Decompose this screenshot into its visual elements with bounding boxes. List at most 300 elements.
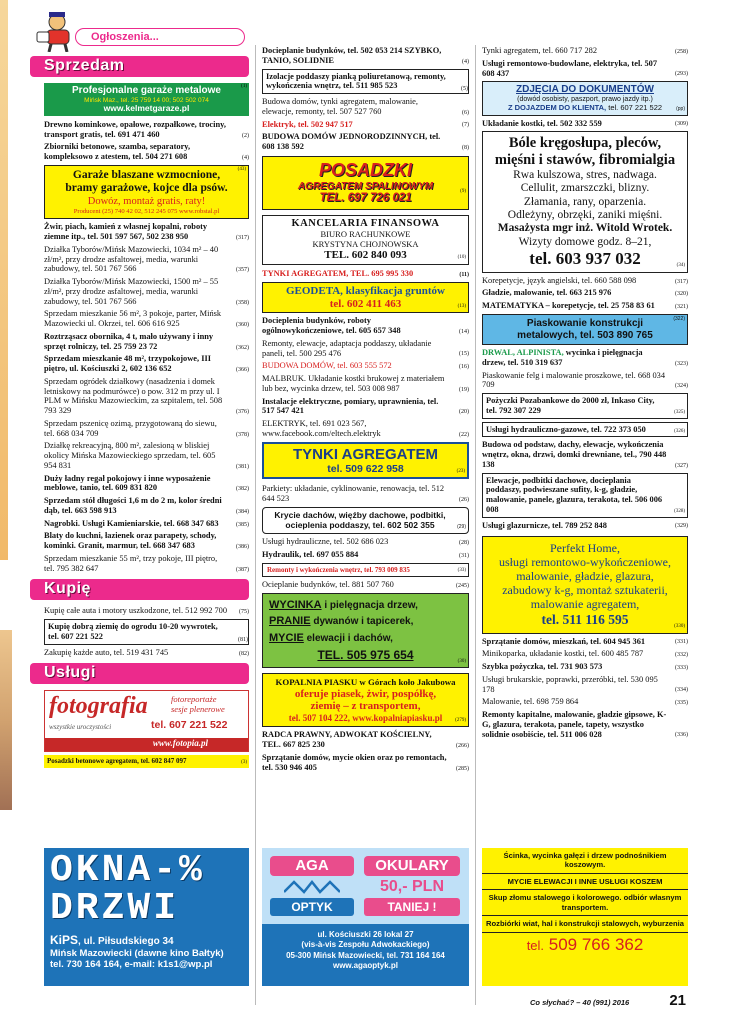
ad-text: Hydraulik, tel. 697 055 884	[262, 550, 359, 560]
ad-text: Blaty do kuchni, łazienek oraz parapety, schody, kominki. Granit, marmur, tel. 668 347 683	[44, 531, 217, 551]
ad-title: Bóle kręgosłupa, pleców,	[508, 135, 662, 152]
ad-number: (309)	[675, 121, 688, 128]
ad-kancelaria	[262, 215, 469, 266]
ad-url[interactable]: www.agaoptyk.pl	[332, 961, 399, 971]
ad-text: Parkiety: układanie, cyklinowanie, renowacja, tel. 512 644 523	[262, 484, 445, 503]
ad-text: Sprzedam ogródek działkowy (nasadzenia i domek letniskowy na podmurówce) o pow. 312 m przy ul. I PLM w Mińsku Mazowieckim, za szpitalem, tel. 508 793 329	[44, 376, 223, 416]
classified-ad	[262, 753, 469, 773]
ad-phone-prefix: tel.	[526, 937, 545, 953]
ad-text: Budowa od podstaw, dachy, elewacje, wykończenia wnętrz, okna, drzwi, domki drewniane, tel., 790 448 138	[482, 440, 667, 469]
classified-ad	[482, 46, 688, 56]
ad-number: (331)	[675, 639, 688, 646]
ad-title: KOPALNIA PIASKU w Górach koło Jakubowa	[275, 677, 456, 688]
ad-piaskowanie	[482, 314, 688, 345]
ads-list-a	[262, 46, 469, 152]
classified-ad	[262, 361, 469, 371]
column-2	[262, 46, 469, 775]
ad-text: Usługi brukarskie, poprawki, przeróbki, tel. 530 095 178	[482, 674, 658, 694]
classified-ad	[262, 46, 469, 66]
ad-text: Usługi glazurnicze, tel. 789 252 848	[482, 520, 607, 530]
ad-text: Docieplanie budynków, tel. 502 053 214 SZYBKO, TANIO, SOLIDNIE	[262, 46, 442, 65]
classified-ad	[44, 309, 249, 329]
ad-line: BIURO RACHUNKOWE	[320, 228, 411, 239]
ad-text: BUDOWA DOMÓW JEDNORODZINNYCH, tel. 608 138 592	[262, 132, 441, 151]
ad-text: Nagrobki. Usługi Kamieniarskie, tel. 668 347 683	[44, 518, 219, 528]
ad-glazurnicze	[482, 521, 688, 531]
ads-list-c	[262, 537, 469, 560]
ad-number: (33)	[457, 568, 466, 574]
ad-number: (245)	[456, 582, 469, 589]
ad-number: (360)	[236, 322, 249, 328]
ad-number: (322)	[673, 315, 685, 322]
ad-line: Garaże blaszane wzmocnione,	[72, 168, 221, 181]
classified-ad	[44, 648, 249, 658]
footer	[490, 990, 690, 1016]
classified-ad	[44, 245, 249, 274]
ad-tynki-agregatem	[262, 269, 469, 279]
ad-number: (31)	[459, 553, 469, 560]
ads-list-d	[482, 637, 688, 740]
section-title: Kupię	[44, 580, 91, 598]
ad-text: Docieplenia budynków, roboty ogólnowykończeniowe, tel. 605 657 348	[262, 316, 401, 336]
ads-list-b	[44, 222, 249, 573]
ad-wycinka-pranie	[262, 593, 469, 669]
ad-text: Sprzedam mieszkanie 55 m², trzy pokoje, III piętro, tel. 795 382 647	[44, 553, 218, 573]
ad-title: fotografia	[49, 693, 148, 720]
ad-phone: tel. 607 221 522	[151, 719, 228, 732]
ad-line: oferuje piasek, żwir, pospółkę,	[294, 687, 437, 700]
ad-line: fotoreportaże	[171, 694, 217, 705]
classified-ad	[262, 69, 469, 95]
service-item: Ścinka, wycinka gałęzi i drzew podnośnikiem koszowym.	[482, 848, 688, 874]
ad-number: (34)	[676, 262, 685, 268]
ad-keyword: PRANIE	[269, 615, 311, 628]
ad-number: (pp)	[676, 105, 685, 112]
ad-number: (332)	[675, 652, 688, 659]
ad-number: (6)	[462, 109, 469, 116]
ad-text: Działka Tyborów/Mińsk Mazowiecki, 1500 m² – 55 zł/m², przy drodze asfaltowej, media, warunki zabudowy, tel. 501 767 566	[44, 277, 219, 306]
ad-text: Malowanie, tel. 698 759 864	[482, 697, 579, 707]
classified-ad	[44, 531, 249, 551]
ad-text: Minikoparka, układanie kostki, tel. 600 485 787	[482, 649, 644, 659]
ad-phone-number: 509 766 362	[548, 934, 644, 954]
ad-number: (279)	[455, 717, 466, 723]
ad-phone: tel. 602 411 463	[329, 297, 402, 310]
ad-number: (266)	[456, 743, 469, 750]
classified-ad	[44, 474, 249, 494]
ad-line: tel. 507 104 222, www.kopalniapiasku.pl	[288, 713, 443, 724]
classified-ad	[482, 662, 688, 672]
ad-number: (3)	[241, 759, 247, 765]
ad-number: (357)	[236, 267, 249, 274]
ad-text: Tynki agregatem, tel. 660 717 282	[482, 46, 598, 55]
ad-phone	[269, 646, 462, 664]
ad-text: Pożyczki Pozabankowe do 2000 zł, Inkaso City, tel. 792 307 229	[486, 396, 655, 415]
ad-title: ZDJĘCIA DO DOKUMENTÓW	[516, 84, 654, 96]
ad-number: (362)	[236, 344, 249, 351]
ad-text: Izolacje poddaszy pianką poliuretanową, remonty, wykończenia wnętrz, tel. 511 985 523	[266, 71, 446, 91]
ad-text: Sprzedam mieszkanie 56 m², 3 pokoje, parter, Mińsk Mazowiecki ul. Okrzei, tel. 606 616 925	[44, 309, 222, 329]
ad-line: Odleżyny, obrzęki, zaniki mięśni.	[507, 209, 663, 221]
ad-number: (2)	[242, 132, 249, 139]
ad-number: (19)	[459, 386, 469, 393]
ad-logo-drzwi: DRZWI	[50, 887, 180, 930]
classified-ad	[44, 277, 249, 306]
ad-text: Duży ładny regał pokojowy i inne wyposażenie meblowe, tanio, tel. 609 831 820	[44, 473, 211, 493]
ad-text: Korepetycje, język angielski, tel. 660 588 098	[482, 275, 637, 285]
ad-text: dywanów i tapicerek,	[310, 616, 414, 628]
ad-number: (382)	[236, 486, 249, 493]
ad-number: (385)	[236, 521, 249, 528]
ad-line: Cellulit, zmarszczki, blizny.	[520, 182, 650, 195]
column-3	[482, 46, 688, 742]
service-item: MYCIE ELEWACJI I INNE USŁUGI KOSZEM	[482, 874, 688, 890]
ad-number: (43)	[237, 166, 246, 172]
ad-ocieplanie	[262, 580, 469, 590]
ad-number: (13)	[457, 303, 466, 309]
ad-remonty-wnetrz	[262, 563, 469, 577]
ad-number: (82)	[239, 650, 249, 657]
classified-ad	[482, 371, 688, 391]
ad-line: malowanie agregatem,	[530, 597, 640, 612]
header	[35, 12, 245, 52]
classified-ad	[44, 377, 249, 416]
column-divider-2	[475, 45, 476, 1005]
page-edge-top	[0, 0, 8, 560]
classified-ad	[44, 142, 249, 162]
classified-ad	[44, 222, 249, 242]
ad-text: BUDOWA DOMÓW, tel. 603 555 572	[262, 361, 392, 371]
ad-phone-text: TEL. 505 975 654	[317, 648, 414, 663]
ads-list-a	[44, 120, 249, 162]
ads-list-b	[262, 316, 469, 438]
ad-number: (366)	[236, 367, 249, 373]
ad-text: Ocieplanie budynków, tel. 881 507 760	[262, 580, 394, 590]
classified-ad	[482, 675, 688, 695]
ads-list-d	[262, 730, 469, 772]
classified-ad	[262, 316, 469, 336]
ad-text: MATEMATYKA – korepetycje, tel. 25 758 83 61	[482, 301, 655, 311]
ad-price: 50,- PLN	[379, 878, 444, 895]
ads-list-b	[482, 276, 688, 311]
ad-text: Usługi remontowo-budowlane, elektryka, tel. 507 608 437	[482, 58, 658, 78]
ad-text: Piaskowanie felg i malowanie proszkowe, tel. 668 034 709	[482, 370, 666, 390]
ad-line: tel. 730 164 164, e-mail: k1s1@wp.pl	[50, 958, 213, 970]
ad-items	[482, 848, 688, 933]
ad-kopalnia-piasku	[262, 673, 469, 727]
ad-number: (29)	[457, 523, 466, 530]
ad-text: Działkę rekreacyjną, 800 m², zalesioną w bliskiej okolicy Mińska Mazowieckiego sprzedam, tel. 605 954 831	[44, 441, 216, 470]
classified-ad	[262, 550, 469, 560]
ad-text: Kupię całe auta i motory uszkodzone, tel. 512 992 700	[44, 606, 228, 616]
ad-number: (325)	[674, 409, 685, 415]
ad-text: Kupię dobrą ziemię do ogrodu 10-20 wywrotek, tel. 607 221 522	[48, 622, 218, 641]
ad-text: Instalacje elektryczne, pomiary, uprawnienia, tel. 517 547 421	[262, 396, 439, 416]
ad-number: (75)	[239, 609, 249, 616]
ad-number: (323)	[675, 360, 688, 367]
ad-line: TANIEJ !	[364, 898, 460, 916]
ad-phone	[482, 935, 688, 955]
ad-number: (258)	[675, 48, 688, 55]
ad-text: Remonty, elewacje, adaptacja poddaszy, układanie paneli, tel. 500 295 476	[262, 338, 432, 358]
ad-logo-okna: OKNA-%	[50, 849, 205, 892]
ad-ukladanie-kostki	[482, 119, 688, 129]
ad-number: (30)	[457, 658, 466, 664]
ad-text: Posadzki betonowe agregatem, tel. 602 847 097	[47, 757, 187, 766]
ad-text: Krycie dachów, więźby dachowe, podbitki, ocieplenia poddaszy, tel. 602 502 355	[274, 509, 446, 530]
ad-text: ELEKTRYK, tel. 691 023 567, www.facebook.com/eltech.elektryk	[262, 419, 381, 438]
ad-text: Sprzedam pszenicę ozimą, przygotowaną do siewu, tel. 668 034 709	[44, 418, 217, 438]
ad-scinka-box	[482, 848, 688, 986]
ad-drwal	[482, 348, 688, 368]
ad-krycie-dachow	[262, 507, 469, 535]
ad-text: Drewno kominkowe, opałowe, rozpałkowe, trociny, transport gratis, tel. 691 471 460	[44, 119, 226, 139]
boxed-ad	[482, 393, 688, 419]
ad-phone: TEL. 602 840 093	[324, 249, 407, 262]
ad-posadzki-betonowe	[44, 755, 249, 767]
ad-tynki-agregatem-box	[262, 442, 469, 480]
section-header-services	[30, 663, 249, 684]
column-divider-1	[255, 45, 256, 1005]
ad-title: Perfekt Home,	[550, 541, 620, 556]
ad-phone: tel. 603 937 032	[529, 248, 641, 268]
ad-number: (10)	[457, 255, 466, 261]
ad-number: (320)	[675, 291, 688, 298]
ad-text: Elektryk, tel. 502 947 517	[262, 119, 353, 129]
section-title: Usługi	[44, 664, 96, 682]
ad-line: OPTYK	[270, 898, 354, 916]
ad-text: Działka Tyborów/Mińsk Mazowiecki, 1034 m² – 40 zł/m², przy drodze asfaltowej, media, warunki zabudowy, tel. 501 767 566	[44, 244, 219, 274]
ad-aga-optyk	[262, 848, 469, 986]
ad-title: Piaskowanie konstrukcji	[526, 317, 644, 329]
ad-url[interactable]: www.robstal.pl	[179, 207, 220, 215]
ad-text: Usługi hydrauliczne, tel. 502 686 023	[262, 537, 389, 547]
classified-ad	[482, 276, 688, 286]
ad-number: (358)	[236, 299, 249, 306]
ad-number: (28)	[459, 540, 469, 547]
ad-number: (381)	[236, 463, 249, 470]
ad-garaze-blaszane	[44, 165, 249, 219]
ad-number: (23)	[456, 469, 465, 475]
ad-brand: AGA	[270, 856, 354, 876]
ad-line: sesje plenerowe	[171, 704, 225, 715]
ad-line: bramy garażowe, kojce dla psów.	[65, 182, 228, 195]
ad-number: (324)	[675, 383, 688, 390]
classified-ad	[44, 441, 249, 470]
ad-fotografia	[44, 690, 249, 752]
ad-text: Budowa domów, tynki agregatem, malowanie, elewacje, remonty, tel. 507 527 760	[262, 97, 418, 116]
ad-number: (335)	[675, 700, 688, 707]
ad-number: (386)	[236, 544, 249, 550]
ad-number: (317)	[236, 235, 249, 241]
ad-number: (4)	[242, 155, 249, 162]
classified-ad	[482, 697, 688, 707]
ad-url[interactable]: www.fotopia.pl	[45, 738, 248, 751]
ad-number: (317)	[675, 278, 688, 285]
classified-ad	[262, 374, 469, 394]
classified-ad	[44, 419, 249, 439]
ad-title: KANCELARIA FINANSOWA	[291, 217, 440, 229]
classified-ad	[44, 606, 249, 616]
ad-line	[50, 934, 243, 948]
ads-list-buy	[44, 606, 249, 657]
classified-ad	[482, 288, 688, 298]
classified-ad	[44, 619, 249, 645]
ad-text: Zakupię każde auto, tel. 519 431 745	[44, 647, 169, 657]
mascot-figure	[35, 12, 81, 52]
classified-ad	[262, 132, 469, 152]
ad-keyword: WYCINKA	[269, 598, 322, 611]
section-title: Sprzedam	[44, 57, 125, 74]
ad-text: Remonty i wykończenia wnętrz, tel. 793 009 835	[267, 565, 410, 574]
ad-text: Żwir, piach, kamień z własnej kopalni, roboty ziemne itp., tel. 501 597 567, 502 238 950	[44, 222, 208, 242]
classified-ad	[262, 120, 469, 130]
ad-number: (384)	[236, 508, 249, 515]
ad-number: (326)	[674, 428, 685, 434]
ad-title: mięśni i stawów, fibromialgia	[494, 152, 676, 169]
service-item: Rozbiórki wiat, hal i konstrukcji stalowych, wyburzenia	[482, 916, 688, 932]
ad-line: Dowóz, montaż gratis, raty!	[87, 195, 206, 207]
ad-parkiety	[262, 484, 469, 504]
ad-phone: tel. 509 622 958	[327, 463, 404, 476]
ad-logo-icon	[284, 880, 340, 894]
ad-number: (1)	[241, 84, 247, 89]
service-item: Skup złomu stalowego i kolorowego. odbiór własnym transportem.	[482, 890, 688, 916]
ad-text: Układanie kostki, tel. 502 332 559	[482, 118, 602, 128]
ad-number: (5)	[461, 86, 468, 93]
ad-text: Sprzedam stół długości 1,6 m do 2 m, kolor średni dąb, tel. 663 598 913	[44, 496, 222, 515]
ad-line: Mińsk Maz., tel. 25 759 14 00; 502 502 074	[84, 96, 209, 104]
ad-text: Sprzątanie domów, mycie okien oraz po remontach, tel. 530 946 405	[262, 752, 447, 772]
classified-ad	[482, 637, 688, 647]
ads-list-c	[482, 371, 688, 391]
ad-text: Sprzedam mieszkanie 48 m², trzypokojowe, III piętro, ul. Kościuszki 2, 602 136 652	[44, 354, 211, 374]
ad-title: OKULARY	[364, 856, 460, 876]
column-1	[44, 56, 249, 768]
ad-number: (14)	[459, 328, 469, 335]
ad-title: POSADZKI	[318, 159, 412, 180]
ad-line	[48, 208, 245, 216]
classified-ad	[44, 519, 249, 529]
classified-ad	[44, 354, 249, 374]
ad-line	[485, 104, 685, 113]
page-edge-art	[0, 630, 12, 810]
ad-keyword: DRWAL, ALPINISTA,	[482, 348, 564, 358]
ad-posadzki-spalinowe	[262, 156, 469, 210]
classified-ad	[44, 120, 249, 140]
section-header-buy	[30, 579, 249, 600]
ad-subtitle: wszystkie uroczystości	[49, 723, 112, 732]
classified-ad	[482, 301, 688, 311]
ad-title: TYNKI AGREGATEM	[293, 445, 438, 463]
ad-phone: metalowych, tel. 503 890 765	[517, 329, 653, 341]
ad-title: GEODETA, klasyfikacja gruntów	[285, 284, 445, 297]
classified-ad	[262, 97, 469, 117]
ad-phone: Producent (25) 740 42 02, 512 245 075	[73, 207, 178, 215]
ad-line: KRYSTYNA CHOJNOWSKA	[312, 238, 419, 249]
classified-ad	[44, 496, 249, 516]
ad-garaze-metalowe	[44, 83, 249, 116]
ad-text: Roztrząsacz obornika, 4 t, mało używany i inny sprzęt rolniczy, tel. 25 759 23 72	[44, 331, 214, 351]
ad-title: Profesjonalne garaże metalowe	[72, 85, 221, 96]
ad-line: 05-300 Mińsk Mazowiecki, tel. 731 164 164	[286, 950, 445, 960]
ad-number: (321)	[675, 304, 688, 310]
ads-list-a	[482, 46, 688, 78]
ad-text: Sprzątanie domów, mieszkań, tel. 604 945 361	[482, 636, 646, 646]
ad-budowa-od-podstaw	[482, 440, 688, 469]
ad-number: (4)	[462, 58, 469, 65]
footer-issue: Co słychać? – 40 (991) 2016	[530, 998, 630, 1007]
ad-text: RADCA PRAWNY, ADWOKAT KOŚCIELNY, TEL. 667 825 230	[262, 730, 432, 750]
ad-line: malowanie, gładzie, glazura,	[516, 569, 654, 584]
ad-elewacje-podbitki	[482, 473, 688, 518]
classified-ad	[262, 537, 469, 547]
ad-keyword: MYCIE	[269, 631, 304, 644]
ad-line	[269, 613, 462, 630]
ad-text: TYNKI AGREGATEM, TEL. 695 995 330	[262, 269, 414, 279]
ad-phone: tel. 511 116 595	[541, 611, 629, 627]
ad-number: (378)	[236, 431, 249, 438]
ad-line: usługi remontowo-wykończeniowe,	[499, 555, 671, 570]
ad-number: (20)	[459, 409, 469, 416]
ad-text: i pielęgnacja drzew,	[321, 599, 418, 611]
ad-text: Usługi hydrauliczno-gazowe, tel. 722 373 050	[486, 424, 646, 434]
classified-ad	[262, 339, 469, 359]
section-header-sell	[30, 56, 249, 77]
classified-ad	[262, 397, 469, 417]
ad-text: wycinka i pielęgnacja drzew, tel. 510 319 637	[482, 348, 643, 367]
header-title: Ogłoszenia...	[91, 31, 159, 43]
ad-number: (336)	[675, 732, 688, 739]
ad-line: AGREGATEM SPALINOWYM	[297, 180, 434, 192]
classified-ad	[262, 419, 469, 439]
ad-number: (16)	[459, 364, 469, 371]
ad-line: Rwa kulszowa, stres, nadwaga.	[513, 169, 657, 182]
ad-number: (81)	[238, 636, 248, 643]
ad-number: (330)	[674, 623, 685, 629]
boxed-ad	[482, 422, 688, 438]
ad-number: (9)	[460, 188, 466, 194]
classified-ad	[262, 730, 469, 750]
ad-perfekt-home	[482, 536, 688, 633]
ad-number: (11)	[459, 271, 469, 278]
ad-okna-drzwi	[44, 848, 249, 986]
ad-brand: KiPS	[50, 933, 79, 947]
ad-line: Wizyty domowe godz. 8–21,	[518, 235, 652, 248]
classified-ad	[482, 710, 688, 739]
ad-line: ul. Kościuszki 26 lokal 27	[317, 930, 414, 939]
ads-list-boxes	[482, 393, 688, 437]
ad-line: (dowód osobisty, paszport, prawo jazdy itp.)	[517, 95, 653, 103]
page-number: 21	[669, 992, 686, 1009]
ad-geodeta	[262, 282, 469, 314]
ad-line: ziemię – z transportem,	[310, 700, 421, 713]
ad-phone: TEL. 697 726 021	[319, 192, 412, 205]
classified-ad	[482, 59, 688, 79]
ad-line	[269, 630, 462, 647]
ad-text: elewacji i dachów,	[303, 632, 393, 644]
ad-number: (7)	[462, 122, 469, 129]
ad-text: Z DOJAZDEM DO KLIENTA,	[507, 102, 607, 112]
ad-line: zabudowy k-g, montaż sztukaterii,	[502, 583, 668, 598]
ad-line	[269, 597, 462, 614]
ad-number: (329)	[675, 523, 688, 530]
ad-line: (vis-à-vis Zespołu Adwokackiego)	[301, 940, 430, 950]
ad-line: Złamania, rany, oparzenia.	[523, 195, 647, 208]
ad-line: Mińsk Mazowiecki (dawne kino Bałtyk)	[50, 947, 224, 959]
ad-address: , ul. Piłsudskiego 34	[78, 936, 174, 947]
classified-ad	[44, 332, 249, 352]
